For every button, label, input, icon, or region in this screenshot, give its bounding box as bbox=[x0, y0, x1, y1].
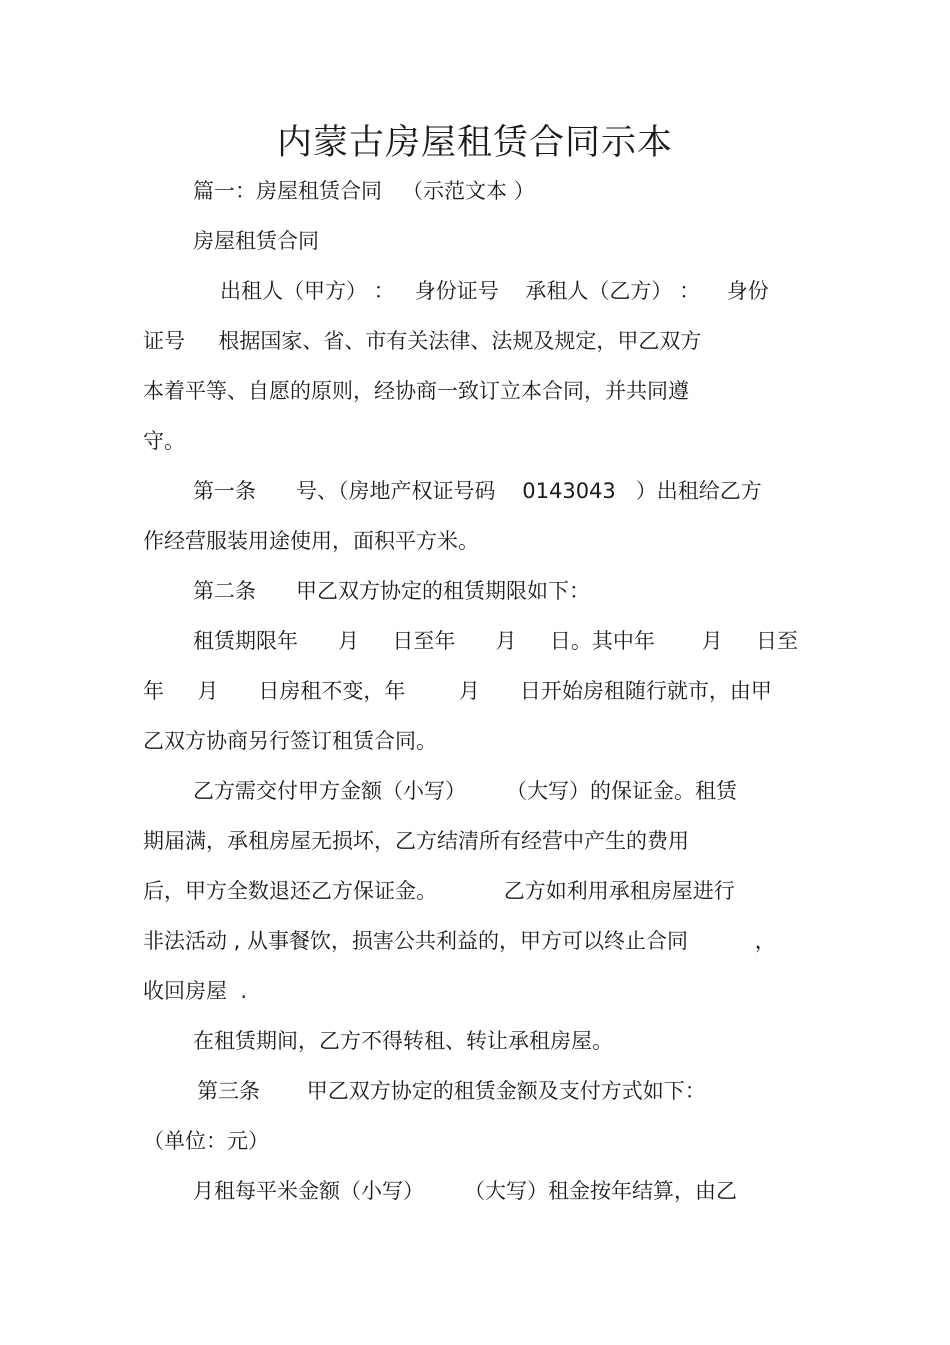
sublease-line: 在租赁期间，乙方不得转租、转让承租房屋。 bbox=[193, 1029, 613, 1053]
paragraph-line: 出租人（甲方） ： 身份证号 承租人（乙方） ： 身份 bbox=[220, 279, 769, 303]
article-2-heading: 第二条 甲乙双方协定的租赁期限如下： bbox=[193, 579, 591, 603]
deposit-line: 期届满，承租房屋无损坏，乙方结清所有经营中产生的费用 bbox=[143, 829, 689, 853]
paragraph-line: 证号 根据国家、省、市有关法律、法规及规定，甲乙双方 bbox=[143, 329, 702, 353]
rent-line: 月租每平米金额（小写） （大写）租金按年结算，由乙 bbox=[193, 1179, 738, 1203]
contract-subtitle: 房屋租赁合同 bbox=[193, 229, 319, 253]
deposit-line: 非法活动 , 从事餐饮，损害公共利益的，甲方可以终止合同 ， bbox=[143, 929, 776, 953]
paragraph-line: 本着平等、自愿的原则，经协商一致订立本合同，并共同遵 bbox=[143, 379, 689, 403]
document-title: 内蒙古房屋租赁合同示本 bbox=[276, 123, 673, 163]
deposit-line: 收回房屋 . bbox=[143, 979, 248, 1003]
article-2-line: 租赁期限年 月 日至年 月 日。其中年 月 日至 bbox=[193, 629, 798, 653]
deposit-line: 乙方需交付甲方金额（小写） （大写）的保证金。租赁 bbox=[193, 779, 738, 803]
article-2-line: 年 月 日房租不变，年 月 日开始房租随行就市，由甲 bbox=[143, 679, 772, 703]
paragraph-line: 守。 bbox=[143, 429, 185, 453]
article-1-line: 第一条 号、（房地产权证号码 0143043 ）出租给乙方 bbox=[193, 479, 762, 503]
deposit-line: 后，甲方全数退还乙方保证金。 乙方如利用承租房屋进行 bbox=[143, 879, 735, 903]
article-3-heading: 第三条 甲乙双方协定的租赁金额及支付方式如下： bbox=[197, 1079, 706, 1103]
unit-note: （单位：元） bbox=[143, 1129, 269, 1153]
article-1-line: 作经营服装用途使用，面积平方米。 bbox=[143, 529, 479, 553]
article-2-line: 乙双方协商另行签订租赁合同。 bbox=[143, 729, 437, 753]
section-heading-1: 篇一：房屋租赁合同 （示范文本 ） bbox=[193, 179, 535, 203]
